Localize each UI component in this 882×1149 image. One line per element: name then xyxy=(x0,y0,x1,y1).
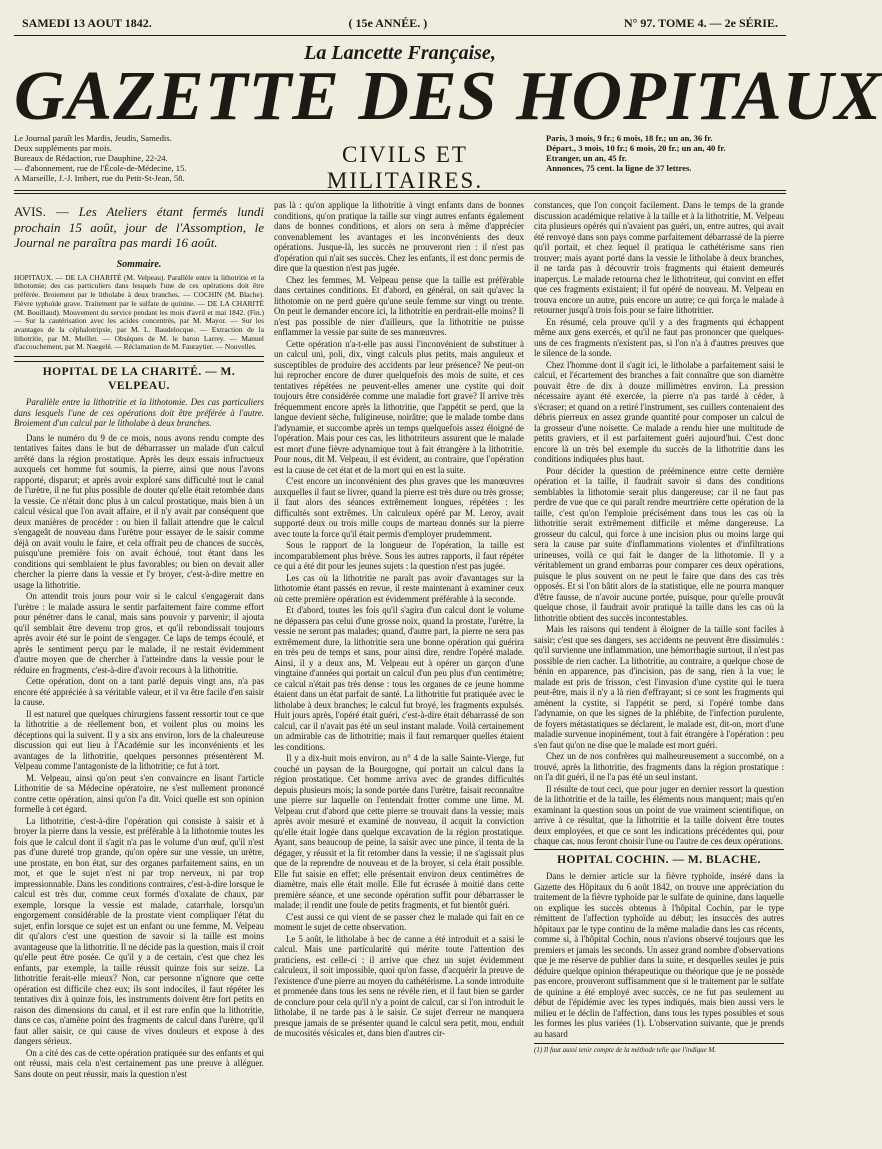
paragraph: Il est naturel que quelques chirurgiens fassent ressortir tout ce que la lithotritie a de réellement bon, et voilent plus ou moins les déceptions qui la suivent. Il y a six ans environ, lors de la chaleureuse discussion qui eut lieu à l'Académie sur les inconvénients et les avantages de la lithotritie, quelques personnes présentèrent M. Velpeau comme l'antagoniste de la lithotritie; ce fut à tort. xyxy=(14,708,264,772)
price-line: Etranger, un an, 45 fr. xyxy=(546,152,627,163)
paragraph: Chez les femmes, M. Velpeau pense que la taille est préférable dans certaines conditions. Et d'abord, en général, on sait qu'avec la lithotomie on ne perd guère qu'une seule femme sur vingt ou trente. On peut le demander encore ici, la lithotritie en perdrait-elle moins? Il n'est pas possible de nier d'ailleurs, que la lithotritie ne puisse enflammer la vessie par suite de ses manœuvres. xyxy=(274,274,524,337)
info-line: Deux suppléments par mois. xyxy=(14,142,112,153)
section-title: HOPITAL COCHIN. — M. BLACHE. xyxy=(534,849,784,868)
tagline: La Lancette Française, xyxy=(304,42,496,64)
avis-notice xyxy=(14,204,264,251)
paragraph: Dans le dernier article sur la fièvre typhoïde, inséré dans la Gazette des Hôpitaux du 6 août 1842, on trouve une appréciation du traitement de la fièvre typhoïde par le sulfate de quinine, dans laquelle on explique les succès obtenus à l'hôpital Cochin, par le type rémittent de l'affection typhoïde au début; les insuccès des autres hôpitaux par le type continu de la même maladie dans les cas récents, comme si, à l'hôpital Cochin, nous n'avions observé toujours que les premiers et jamais les seconds. Un assez grand nombre d'observations que je me réserve de publier dans la suite, et desquelles seules je puis déduire quelque opinion thérapeutique ou théorique que je ne possède pas encore, prouveront suffisamment que si le traitement par le sulfate de quinine a été employé avec succès, ce ne fut pas seulement au début de l'épidémie avec les types indiqués, mais bien aussi vers le milieu et le déclin de l'affection, dans tous les types possibles et sous les formes les plus variées (1). L'observation suivante, que je prends au hasard xyxy=(534,871,784,1039)
paragraph: Cette opération n'a-t-elle pas aussi l'inconvénient de substituer à un calcul uni, poli, dix, vingt calculs plus petits, mais anguleux et susceptibles de produire des accidents par leur présence? Ne peut-on lui reprocher encore de durer quelquefois des mois de suite, et ces tentatives répétées ne peuvent-elles amener une cystite qui doit toujours être considérée comme une maladie fort grave? Il arrive très fréquemment encore après la lithotritie, que l'appétit se perd, que la langue devient sèche, fuligineuse, noirâtre; que le malade tombe dans l'adynamie, et succombe après un temps quelquefois assez éloigné de l'opération. Mais pour ces cas, les lithotriteurs assurent que le malade est mort d'une fièvre adynamique tout à fait étrangère à la lithotritie. Pour nous, dit M. Velpeau, il est évident, au contraire, que l'opération est la cause de cet état et de la mort qui en est la suite. xyxy=(274,338,524,475)
column-1 xyxy=(14,200,264,1125)
issue-number: N° 97. TOME 4. — 2e SÉRIE. xyxy=(623,16,778,30)
column-3 xyxy=(534,200,784,1125)
paragraph: Sous le rapport de la longueur de l'opération, la taille est incomparablement plus brève. Sous les autres rapports, il faut répéter ce qui a été dit pour les jeunes sujets : la question n'est pas jugée. xyxy=(274,540,524,571)
paragraph: C'est encore un inconvénient des plus graves que les manœuvres auxquelles il faut se livrer, quand la pierre est très dure ou très grosse; il faut alors des séances extrêmement longues, répétées : les difficultés sont extrêmes. Un calculeux opéré par M. Leroy, avait supporté deux ou trois mille coups de marteau donnés sur la pierre avec toute la force qu'il était permis d'employer prudemment. xyxy=(274,476,524,539)
paragraph: Il y a dix-huit mois environ, au n° 4 de la salle Sainte-Vierge, fut couché un paysan de la Bourgogne, qui portait un calcul dans la région prostatique. Cet homme arriva avec de grandes difficultés depuis plusieurs mois; la sonde portée dans l'urètre, faisait reconnaître une pierre sur laquelle on l'entendait frotter comme une lime. M. Velpeau crut d'abord que cette pierre se trouvait dans la vessie; mais après avoir mesuré et examiné de nouveau, il acquit la conviction qu'elle était logée dans quelque excavation de la région prostatique. Ayant, sans beaucoup de peine, la saisir avec une pince, il tenta de la dégager, y réussit et la fit retomber dans la vessie; il ne s'agissait plus que de la reprendre de nouveau et de la broyer, si cela était possible. Elle fut saisie en effet; elle présentait environ deux centimètres de diamètre, mais elle était molle. Elle fut écrasée à moitié dans cette première séance, et une seconde opération suffit pour débarrasser le malade; il rendit une foule de petits fragments, et fut bientôt guéri. xyxy=(274,753,524,910)
info-line: Bureaux de Rédaction, rue Dauphine, 22-24. xyxy=(14,152,168,163)
section-subtitle: Parallèle entre la lithotritie et la lithotomie. Des cas particuliers dans lesquels l'une de ces opérations doit être préférée à l'autre. Broiement d'un calcul par le litholabe à deux branches. xyxy=(14,397,264,429)
columns xyxy=(14,200,786,1125)
paragraph: La lithotritie, c'est-à-dire l'opération qui consiste à saisir et à broyer la pierre dans la vessie, est préférable à la lithotomie toutes les fois que le calcul dont il s'agit n'a pas le volume d'un œuf, qu'il n'est pas d'une dureté trop grande, qu'on opère sur une vessie, un urètre, une prostate, en bon état, sur des organes parfaitement sains, en un mot, et que le sujet n'est ni par trop nerveux, ni par trop impressionnable. Dans les conditions contraires, c'est-à-dire lorsque le calcul est très dur, comme ceux formés d'oxalate de chaux, par exemple, lorsque la vessie est malade, catarrhale, lorsqu'un engorgement considérable de la prostate vient compliquer l'état du sujet, enfin lorsque ce sujet est un enfant ou une femme, M. Velpeau dit qu'alors c'est une question de savoir si la taille est moins avantageuse que la lithotritie. Il ne décide pas la question, mais il croit qu'elle peut être posée. Ce qu'il y a de certain, c'est que chez les enfants, par exemple, la taille réussit quinze fois sur seize. La lithotritie ferait-elle mieux? Non, car personne n'ignore que cette opération est difficile chez eux; ils sont indociles, il faut répéter les tentatives dix à quinze fois, les instruments doivent être fort petits en raison des dimensions du canal, et il est rare enfin que la lithotritie, dans ce cas, n'amène point des fragments de calcul dans l'urètre, qu'il faut aller saisir, ce qui cause de vives douleurs et expose à des dangers sérieux. xyxy=(14,815,264,1047)
section-title: HOPITAL DE LA CHARITÉ. — M. VELPEAU. xyxy=(14,361,264,393)
paragraph: Chez l'homme dont il s'agit ici, le litholabe a parfaitement saisi le calcul, et l'écartement des branches a fait connaître que son diamètre pouvait être de dix à douze millimètres environ. La pression nécessaire ayant été exercée, la pierre n'a pas tardé à céder, à s'écraser; et quand on a retiré l'instrument, ses cuillers contenaient des débris pierreux en assez grande quantité pour composer un calcul de la grosseur d'une noisette. Ce malade a rendu hier une multitude de petits graviers, et il est parfaitement guéri aujourd'hui. C'est donc encore là un très bel exemple du succès de la lithotritie dans les conditions indiquées plus haut. xyxy=(534,359,784,464)
paragraph: constances, que l'on conçoit facilement. Dans le temps de la grande discussion académique relative à la taille et à la lithotritie, M. Velpeau cita plusieurs opérés qui n'avaient pas guéri, un, entre autres, qui avait été renvoyé dans son pays comme parfaitement débarrassé de la pierre qu'il portait, et chez lequel il pratiqua le cathétérisme sans rien trouver; mais ayant porté dans la vessie le litholabe à deux branches, il ne tarda pas à découvrir trois fragments qui étaient demeurés inaperçus. Le malade retourna chez le lithotriteur, qui convint en effet que ces fragments existaient; il fut opéré de nouveau. M. Velpeau en trouva encore un autre, puis encore un autre; ce qui força le malade à retourner jusqu'à trois fois pour se faire lithotritier. xyxy=(534,200,784,315)
paragraph: Cette opération, dont on a tant parlé depuis vingt ans, n'a pas encore été appréciée à sa véritable valeur, et il va être facile d'en saisir la cause. xyxy=(14,676,264,708)
paragraph: Les cas où la lithotritie ne paraît pas avoir d'avantages sur la lithotomie étant passés en revue, il reste maintenant à examiner ceux où cette première opération est évidemment préférable à la seconde. xyxy=(274,572,524,604)
column-2 xyxy=(274,200,524,1125)
paragraph: On a cité des cas de cette opération pratiquée sur des enfants et qui ont réussi, mais cela n'est certainement pas une preuve à alléguer. Sans doute on peut réussir, mais la question n'est xyxy=(14,1047,264,1079)
masthead-title: GAZETTE DES HOPITAUX xyxy=(14,58,882,135)
subtitle: CIVILS ET MILITAIRES. xyxy=(326,142,484,193)
paragraph: Dans le numéro du 9 de ce mois, nous avons rendu compte des tentatives faites dans le but de débarrasser un malade d'un calcul arrêté dans la région prostatique. Après les deux essais infructueux auxquels cet homme fut soumis, la pierre, ainsi que nous l'avons rapporté, disparut; et après avoir exploré sans difficulté tout le canal de l'urètre, il ne fut plus possible de douter qu'elle était retombée dans la vessie. Ce n'était donc plus à un calcul prostatique, mais bien à un calcul vésical que l'on avait affaire, et il n'y avait par conséquent que deux manières de procéder : ou bien il fallait attendre que le calcul s'engageât de nouveau dans l'urètre pour essayer de le saisir comme déjà on avait voulu le faire, et cela offrait peu de chances de succès, puisqu'une première fois on avait échoué, tout étant dans les conditions qui semblaient le plus favorables; ou bien on devait aller chercher la pierre dans la vessie et l'y broyer, c'est-à-dire mettre en usage la lithotritie. xyxy=(14,432,264,590)
paragraph: pas là : qu'on applique la lithotritie à vingt enfants dans de bonnes conditions, qu'on pratique la taille sur vingt autres enfants également dans de bonnes conditions, et alors on sera à même d'apprécier convenablement les avantages et les inconvénients des deux opérations. Jusque-là, les succès ne prouveront rien : il n'est pas d'opération qui n'ait ses succès. Chez les enfants, il est donc permis de dire que la question n'est pas jugée. xyxy=(274,200,524,273)
paragraph: Le 5 août, le litholabe à bec de canne a été introduit et a saisi le calcul. Mais une particularité qui mérite toute l'attention des praticiens, est celle-ci : il arrive que chez un sujet évidemment calculeux, il soit impossible, quoi qu'on fasse, d'acquérir la preuve de l'existence d'une pierre au moyen du cathétérisme. La sonde introduite et promenée dans tous les sens ne révèle rien, et il faut bien se garder de conclure pour cela qu'il n'y a point de calcul, car si l'on introduit le litholabe, il ne tarde pas à le saisir. Ce sujet d'erreur ne manquera presque jamais de se présenter quand le calcul sera petit, mou, enduit de mucosités vésicales et, dans bien d'autres cir- xyxy=(274,933,524,1038)
sommaire-title: Sommaire. xyxy=(116,258,162,270)
paragraph: C'est aussi ce qui vient de se passer chez le malade qui fait en ce moment le sujet de cette observation. xyxy=(274,911,524,932)
top-info-bar xyxy=(14,14,786,36)
sommaire-text: HOPITAUX. — DE LA CHARITÉ (M. Velpeau). Parallèle entre la lithotritie et la lithotomie; des cas particuliers dans lesquels l'une de ces opérations doit être préférée. Broiement par le litholabe à deux branches. — COCHIN (M. Blache). Fièvre typhoïde grave. Traitement par le sulfate de quinine. — DE LA CHARITÉ (M. Bouillaud). Mouvement du service pendant les mois d'avril et mai 1842. (Fin.) — Sur la cautérisation avec les acides concentrés, par M. Mayor. — Sur les avantages de la céphalotripsie, par M. L. Baudelocque. — Extraction de la lithotritie, par M. Meillet. — Obsèques de M. le baron Larrey. — Manuel d'accouchement, par M. Naegelé. — Réclamation de M. Fauraytier. — Nouvelles. xyxy=(14,274,264,358)
paragraph: Chez un de nos confrères qui malheureusement a succombé, on a trouvé, après la lithotritie, des fragments dans la région prostatique : on l'a dit guéri, il ne l'a pas été un seul instant. xyxy=(534,751,784,782)
issue-year: ( 15e ANNÉE. ) xyxy=(348,16,428,30)
paragraph: Et d'abord, toutes les fois qu'il s'agira d'un calcul dont le volume ne dépassera pas celui d'une grosse noix, quand la prostate, l'urètre, la vessie ne seront pas malades; quand, d'autre part, la pierre ne sera pas extrêmement dure, la lithotritie sera une bonne opération qui guérira en très peu de temps et sans, pour ainsi dire, rendre l'opéré malade. Ainsi, il y a deux ans, M. Velpeau eut à opérer un garçon d'une vingtaine d'années qui portait un calcul d'un peu plus d'un centimètre; ce calcul n'était pas très dense : tous les organes de ce jeune homme étaient dans un état parfait de santé. La lithotritie fut pratiquée avec le litholabe à deux branches; le calcul fut broyé, les fragments expulsés. Huit jours après, l'opéré était guéri, c'est-à-dire était débarrassé de son calcul, car il n'avait pas été un seul instant malade. Voilà certainement un admirable cas de lithotritie; mais il faut remarquer quelles étaient les conditions. xyxy=(274,605,524,752)
price-line: Paris, 3 mois, 9 fr.; 6 mois, 18 fr.; un an, 36 fr. xyxy=(546,133,713,143)
subhead xyxy=(14,133,786,193)
paragraph: On attendit trois jours pour voir si le calcul s'engagerait dans l'urètre : le malade assura le sentir parfaitement faire comme effort pour pénétrer dans le canal, mais sans pouvoir y parvenir; il ajouta qu'il semblait être devenu trop gros, et qu'il rebondissait toujours après avoir été sur le point de s'engager. Ce laps de temps écoulé, et après le sentiment perçu par le malade, il ne restait évidemment d'autre moyen que de chercher à l'atteindre dans la vessie pour le réduire en fragments, c'est-à-dire d'avoir recours à la lithotritie. xyxy=(14,591,264,675)
publication-info xyxy=(14,134,264,183)
issue-date: SAMEDI 13 AOUT 1842. xyxy=(22,16,152,30)
paragraph: Pour décider la question de prééminence entre cette dernière opération et la taille, il faudrait savoir si dans des conditions semblables la lithotomie serait plus dangereuse; car il ne faut pas perdre de vue que ce qui paraît rendre meurtrière cette opération de la taille, c'est qu'on l'emploie précisément dans tous les cas où la lithotritie serait extrêmement difficile et même dangereuse. La grosseur du calcul, qui force à une incision plus ou moins large qui sera la cause par suite d'inflammations violentes et d'infiltrations urineuses, voilà ce qui fait le danger de la lithotomie. Il y a véritablement un grand embarras pour comparer ces deux opérations, puisque le plus souvent on ne peut le faire que dans des cas très opposés. Et si l'on bâtit alors de la statistique, elle ne pourra manquer d'être fausse, de n'avoir aucune portée, puisque, pour qu'elle prouvât quelque chose, il faudrait avoir pratiqué la taille dans les cas où la lithotritie obtient des succès incontestables. xyxy=(534,465,784,623)
paragraph: Il résulte de tout ceci, que pour juger en dernier ressort la question de la lithotritie et de la taille, les éléments nous manquent; mais qu'en examinant la question sous un point de vue vraiment scientifique, on arrive à ce résultat, que la lithotritie et la taille doivent être toutes deux employées, et que ce sont les indications précédentes qui, pour chaque cas, nous feront choisir l'une ou l'autre de ces deux opérations. xyxy=(534,783,784,846)
info-line: — d'abonnement, rue de l'École-de-Médecine, 15. xyxy=(14,162,187,173)
pricing-info xyxy=(546,134,786,174)
info-line: A Marseille, J.-J. Imbert, rue du Petit-St-Jean, 58. xyxy=(14,172,185,183)
paragraph: En résumé, cela prouve qu'il y a des fragments qui échappent même aux gens exercés, et qu'il ne faut pas prononcer que quelques-uns de ces fragments n'existent pas, si l'on n'a à d'autres preuves que le silence de la sonde. xyxy=(534,316,784,358)
info-line: Le Journal paraît les Mardis, Jeudis, Samedis. xyxy=(14,133,172,143)
price-line: Départ., 3 mois, 10 fr.; 6 mois, 20 fr.; un an, 40 fr. xyxy=(546,142,726,153)
price-line: Annonces, 75 cent. la ligne de 37 lettres. xyxy=(546,162,692,173)
avis-text: Les Ateliers étant fermés lundi prochain 15 août, jour de l'Assomption, le Journal ne paraîtra pas mardi 16 août. xyxy=(14,204,264,251)
paragraph: M. Velpeau, ainsi qu'on peut s'en convaincre en lisant l'article Lithotritie de sa Médecine opératoire, ne s'est nullement prononcé contre cette opération, ainsi qu'on l'a dit. Voici quelle est son opinion formelle à cet égard. xyxy=(14,772,264,815)
footnote: (1) Il faut aussi tenir compte de la méthode telle que l'indique M. xyxy=(534,1043,784,1054)
avis-lead: AVIS. — xyxy=(14,204,69,219)
newspaper-page xyxy=(14,14,882,1135)
paragraph: Mais les raisons qui tendent à éloigner de la taille sont faciles à saisir; c'est que ses dangers, ses accidents ne peuvent être dissimulés : qu'il survienne une inflammation, une hémorrhagie surtout, il n'est pas possible de rien cacher. La lithotritie, au contraire, a quelque chose de bénin en apparence, pas d'incision, pas de sang, rien à la vue; le malade est pris de frisson, c'est l'invasion d'une cystite qui le tuera peut-être, mais il n'y a là rien d'effrayant; si ce sont les fragments qui amènent la cystite, si l'appétit se perd, si l'opéré tombe dans l'adynamie, on que les signes de la phlébite, de l'infection purulente, de foyers métastatiques se déclarent, le malade est, dit-on, mort d'une maladie survenue inopinément, tout à fait étrangère à l'opération : peu s'en faut qu'on ne dise que le malade est mort guéri. xyxy=(534,624,784,750)
